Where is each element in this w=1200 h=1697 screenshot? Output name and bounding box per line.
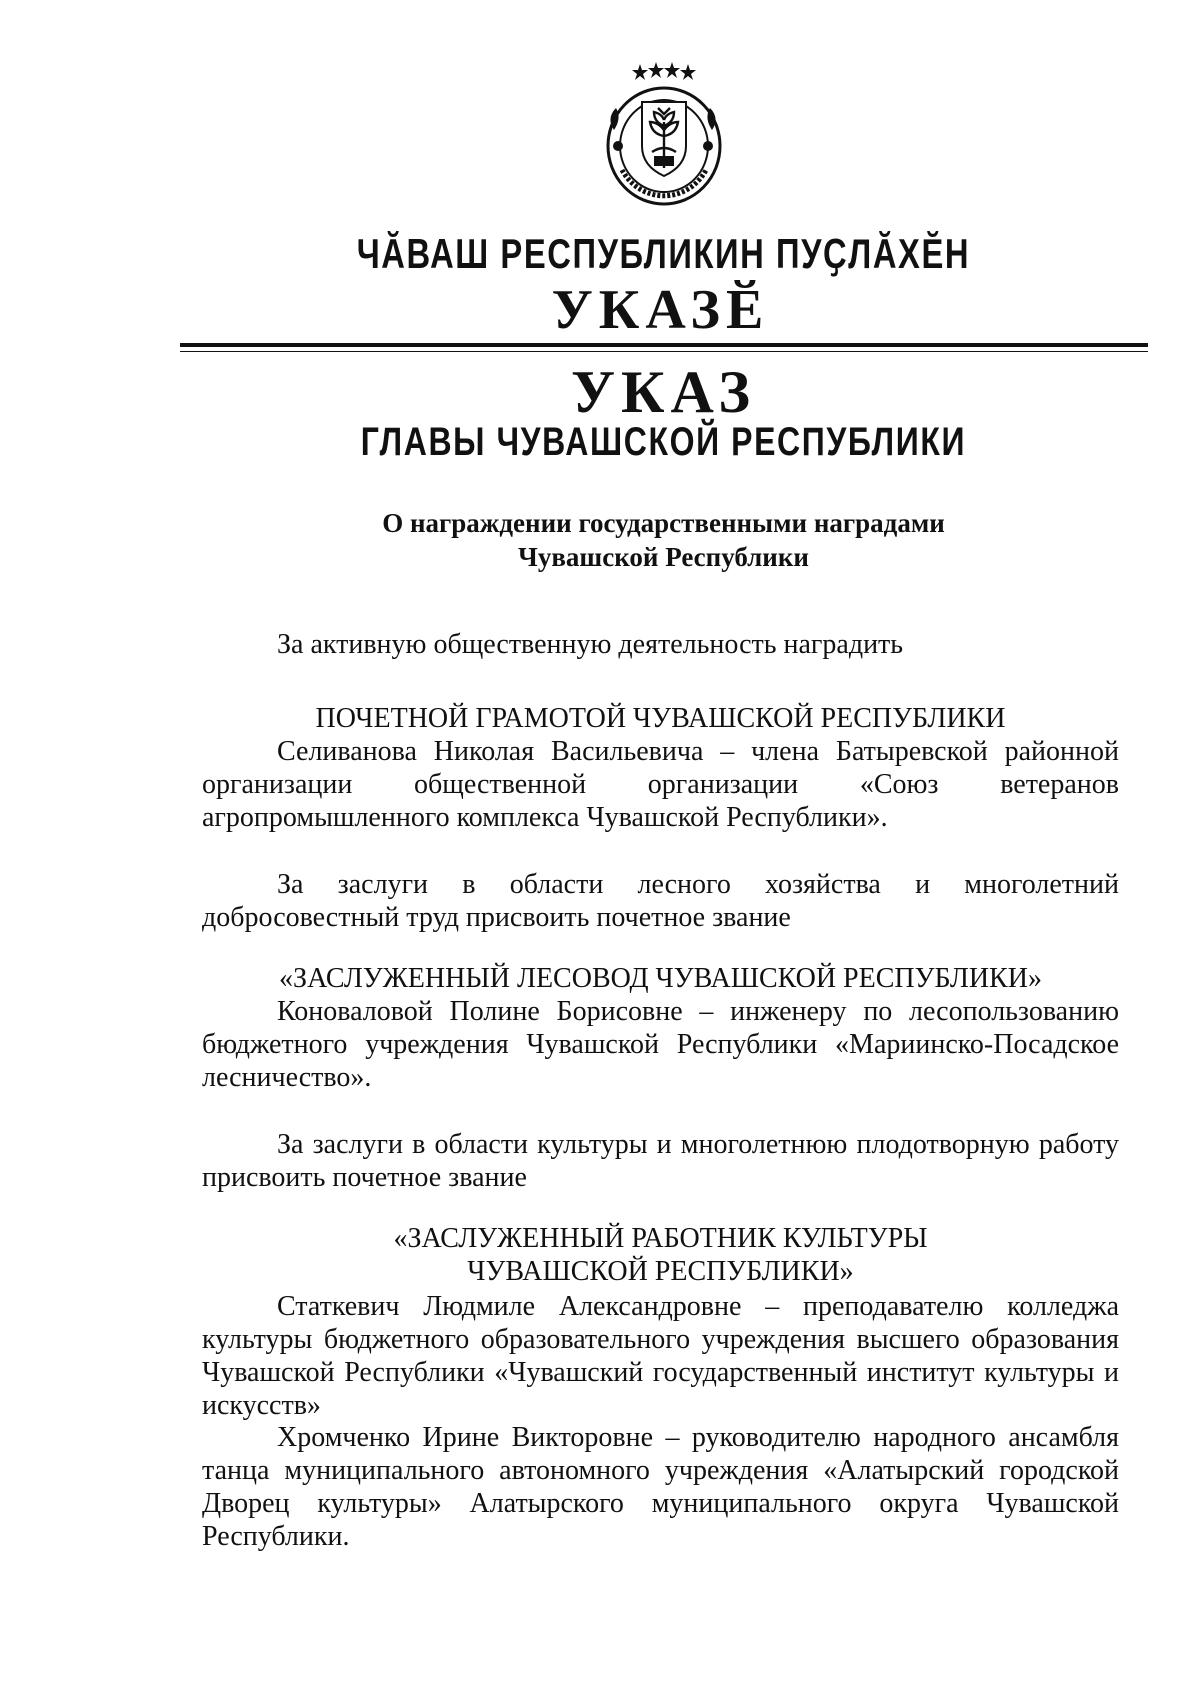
decree-subject-line1: О награждении государственными наградами (382, 508, 945, 538)
section-1-award: ПОЧЕТНОЙ ГРАМОТОЙ ЧУВАШСКОЙ РЕСПУБЛИКИ (315, 703, 1006, 734)
section-3-recipient-2: Хромченко Ирине Викторовне – руководителю народного ансамбля танца муниципального автономного учреждения «Алатырский городской Дворец культуры» Алатырского муниципального округа Чувашской Республики. (202, 1422, 1119, 1552)
header-divider-thin (180, 351, 1148, 352)
section-2-intro: За заслуги в области лесного хозяйства и многолетний добросовестный труд присвоить почетное звание (202, 869, 1119, 933)
title-chuvash-line2: УКАЗӖ (551, 279, 770, 341)
decree-subject-line2: Чувашской Республики (518, 542, 809, 572)
section-1-intro: За активную общественную деятельность наградить (277, 629, 904, 660)
header-divider-thick (180, 343, 1148, 347)
title-chuvash-line1: ЧӐВАШ РЕСПУБЛИКИН ПУҪЛӐХӖН (356, 230, 971, 277)
title-russian-line1: УКАЗ (570, 359, 757, 425)
section-1-recipient-1: Селиванова Николая Васильевича – члена Батыревской районной организации общественной организации «Союз ветеранов агропромышленного комплекса Чувашской Республики». (202, 736, 1119, 833)
section-3-intro: За заслуги в области культуры и многолетнюю плодотворную работу присвоить почетное звание (202, 1129, 1119, 1193)
section-3-recipient-1: Статкевич Людмиле Александровне – преподавателю колледжа культуры бюджетного образовательного учреждения высшего образования Чувашской Республики «Чувашский государственный институт культуры и искусств» (202, 1291, 1119, 1421)
section-3-award-line1: «ЗАСЛУЖЕННЫЙ РАБОТНИК КУЛЬТУРЫ (393, 1223, 928, 1254)
section-3-award-line2: ЧУВАШСКОЙ РЕСПУБЛИКИ» (467, 1256, 854, 1287)
section-2-recipient-1: Коноваловой Полине Борисовне – инженеру по лесопользованию бюджетного учреждения Чувашской Республики «Мариинско-Посадское лесничество». (202, 996, 1119, 1093)
title-russian-line2: ГЛАВЫ ЧУВАШСКОЙ РЕСПУБЛИКИ (360, 420, 967, 464)
section-2-award: «ЗАСЛУЖЕННЫЙ ЛЕСОВОД ЧУВАШСКОЙ РЕСПУБЛИКИ» (279, 963, 1042, 994)
chuvash-coat-of-arms-icon (592, 60, 734, 208)
decree-subject (0, 506, 1200, 574)
